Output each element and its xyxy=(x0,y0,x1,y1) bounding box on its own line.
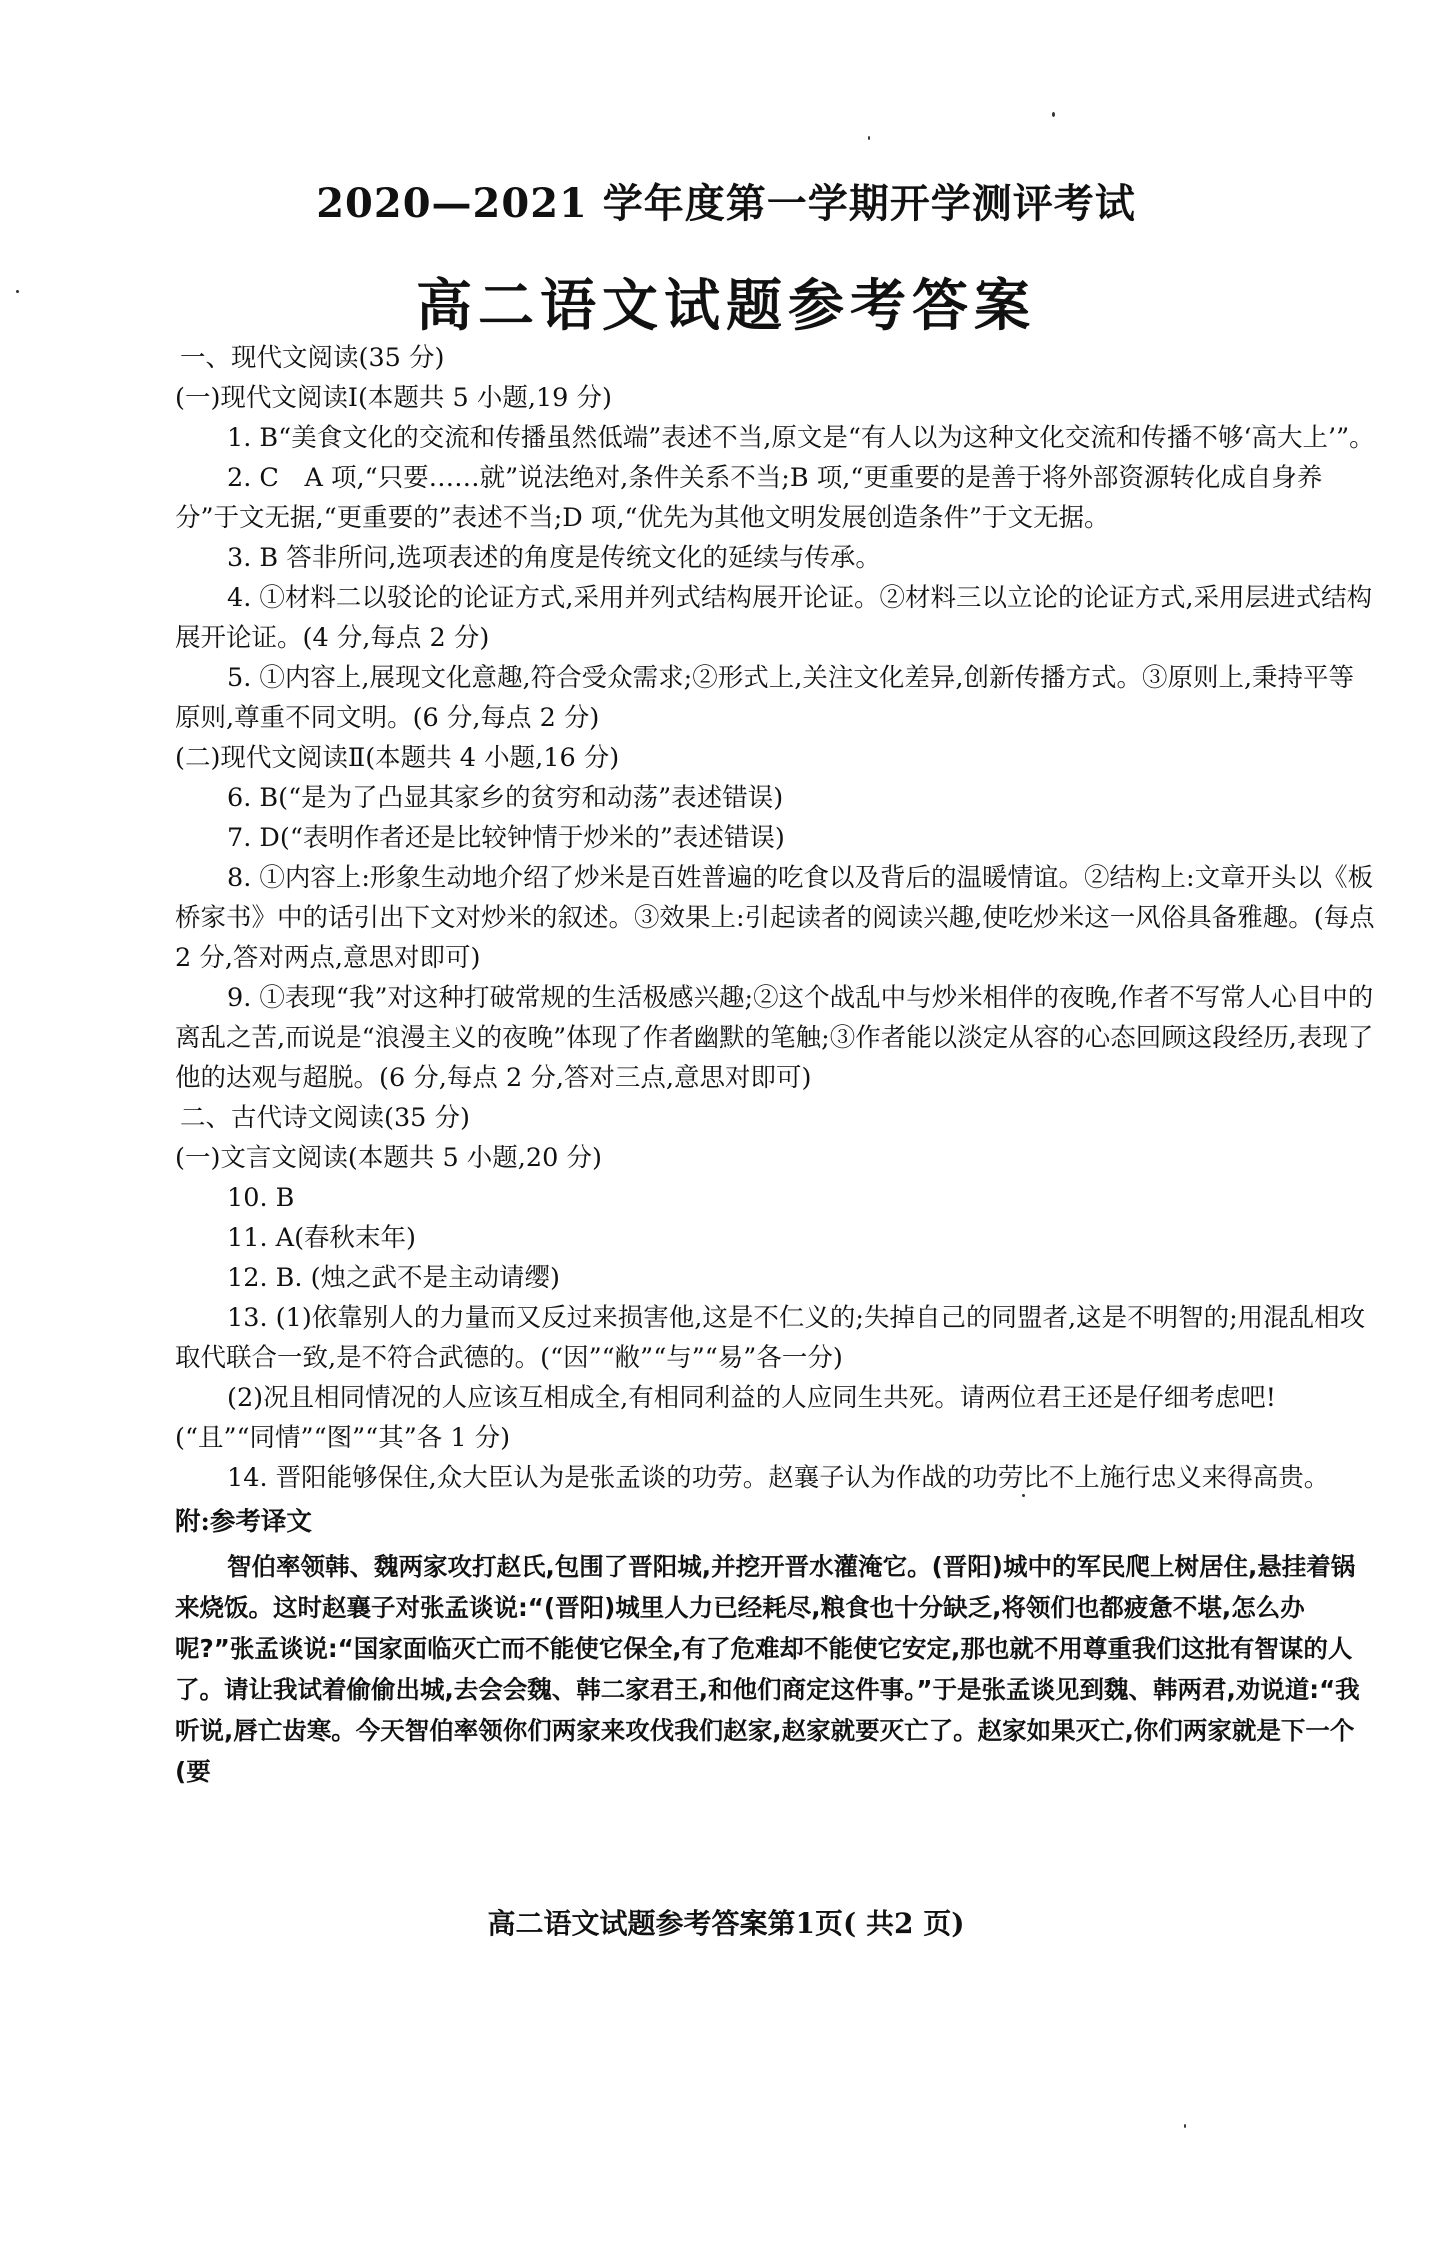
page-footer: 高二语文试题参考答案第1页( 共2 页) xyxy=(487,1907,965,1940)
answer-item: 12. B. (烛之武不是主动请缨) xyxy=(227,1263,561,1293)
scan-speck xyxy=(1052,112,1055,117)
answer-item: 1. B“美食文化的交流和传播虽然低端”表述不当,原文是“有人以为这种文化交流和传播不够‘高大上’”。 xyxy=(227,423,1375,453)
section-heading: 一、现代文阅读(35 分) xyxy=(180,343,445,373)
exam-title: 2020—2021 学年度第一学期开学测评考试 xyxy=(316,180,1136,227)
subsection-heading: (一)文言文阅读(本题共 5 小题,20 分) xyxy=(175,1143,602,1173)
answer-item: 11. A(春秋末年) xyxy=(227,1223,416,1253)
subsection-heading: (一)现代文阅读Ⅰ(本题共 5 小题,19 分) xyxy=(175,383,612,413)
scan-speck xyxy=(1184,2124,1186,2128)
answer-item: 3. B 答非所问,选项表述的角度是传统文化的延续与传承。 xyxy=(227,543,881,573)
answer-item: 4. ①材料二以驳论的论证方式,采用并列式结构展开论证。②材料三以立论的论证方式,采用层进式结构展开论证。(4 分,每点 2 分) xyxy=(175,583,1373,653)
translation-heading: 附:参考译文 xyxy=(175,1507,312,1537)
scan-speck xyxy=(868,136,870,140)
answer-item: 7. D(“表明作者还是比较钟情于炒米的”表述错误) xyxy=(227,823,785,853)
answer-item: (2)况且相同情况的人应该互相成全,有相同利益的人应同生共死。请两位君王还是仔细考虑吧!(“且”“同情”“图”“其”各 1 分) xyxy=(175,1383,1276,1453)
answer-item: 14. 晋阳能够保住,众大臣认为是张孟谈的功劳。赵襄子认为作战的功劳比不上施行忠义来得高贵。 xyxy=(227,1463,1330,1493)
answer-item: 10. B xyxy=(227,1183,295,1213)
answer-item: 9. ①表现“我”对这种打破常规的生活极感兴趣;②这个战乱中与炒米相伴的夜晚,作者不写常人心目中的离乱之苦,而说是“浪漫主义的夜晚”体现了作者幽默的笔触;③作者能以淡定从容的心态回顾这段经历,表现了他的达观与超脱。(6 分,每点 2 分,答对三点,意思对即可) xyxy=(175,983,1374,1093)
answer-item: 5. ①内容上,展现文化意趣,符合受众需求;②形式上,关注文化差异,创新传播方式。③原则上,秉持平等原则,尊重不同文明。(6 分,每点 2 分) xyxy=(175,663,1355,733)
answer-item: 2. C A 项,“只要……就”说法绝对,条件关系不当;B 项,“更重要的是善于将外部资源转化成自身养分”于文无据,“更重要的”表述不当;D 项,“优先为其他文明发展创造条件”于文无据。 xyxy=(175,463,1323,533)
answer-content xyxy=(175,338,1375,1792)
section-heading: 二、古代诗文阅读(35 分) xyxy=(180,1103,470,1133)
subsection-heading: (二)现代文阅读Ⅱ(本题共 4 小题,16 分) xyxy=(175,743,620,773)
answer-item: 8. ①内容上:形象生动地介绍了炒米是百姓普遍的吃食以及背后的温暖情谊。②结构上:文章开头以《板桥家书》中的话引出下文对炒米的叙述。③效果上:引起读者的阅读兴趣,使吃炒米这一风俗具备雅趣。(每点 2 分,答对两点,意思对即可) xyxy=(175,863,1375,973)
reference-translation: 智伯率领韩、魏两家攻打赵氏,包围了晋阳城,并挖开晋水灌淹它。(晋阳)城中的军民爬上树居住,悬挂着锅来烧饭。这时赵襄子对张孟谈说:“(晋阳)城里人力已经耗尽,粮食也十分缺乏,将领们也都疲惫不堪,怎么办呢?”张孟谈说:“国家面临灭亡而不能使它保全,有了危难却不能使它安定,那也就不用尊重我们这批有智谋的人了。请让我试着偷偷出城,去会会魏、韩二家君王,和他们商定这件事。”于是张孟谈见到魏、韩两君,劝说道:“我听说,唇亡齿寒。今天智伯率领你们两家来攻伐我们赵家,赵家就要灭亡了。赵家如果灭亡,你们两家就是下一个(要 xyxy=(175,1552,1360,1786)
answer-item: 6. B(“是为了凸显其家乡的贫穷和动荡”表述错误) xyxy=(227,783,784,813)
page-title: 高二语文试题参考答案 xyxy=(416,273,1036,339)
answer-item: 13. (1)依靠别人的力量而又反过来损害他,这是不仁义的;失掉自己的同盟者,这是不明智的;用混乱相攻取代联合一致,是不符合武德的。(“因”“敝”“与”“易”各一分) xyxy=(175,1303,1366,1373)
